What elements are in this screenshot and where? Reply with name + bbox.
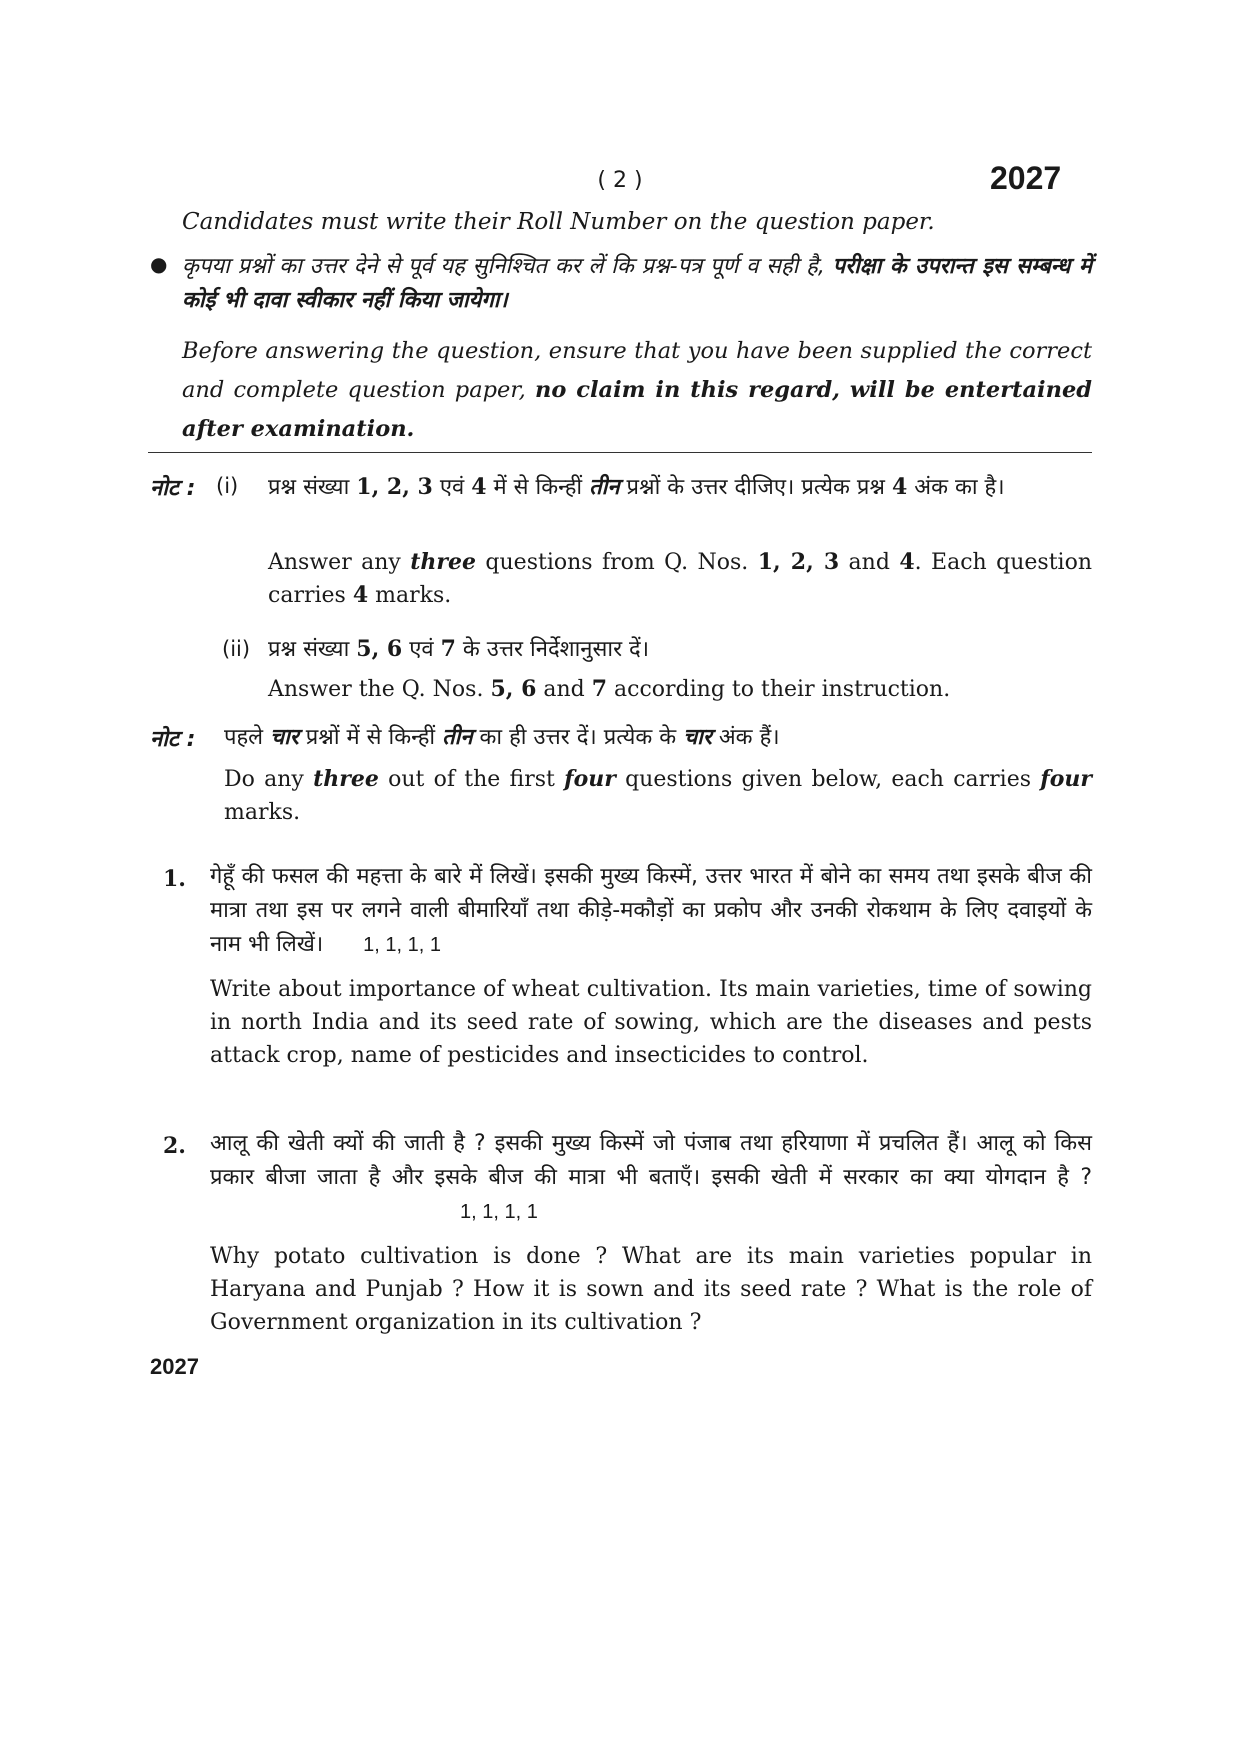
text-span: का ही उत्तर दें। प्रत्येक के xyxy=(472,725,684,750)
note-item-i-hi xyxy=(268,470,1092,505)
text-span: questions from Q. Nos. xyxy=(476,550,758,575)
question-numbers: 1, 2, 3 xyxy=(356,474,433,500)
question-2-marks: 1, 1, 1, 1 xyxy=(460,1201,538,1223)
note-item-ii-en xyxy=(268,673,1092,706)
text-span: प्रश्न संख्या xyxy=(268,637,357,662)
marks-count: 4 xyxy=(891,474,908,500)
emphasis-four: four xyxy=(1040,766,1092,792)
marks-count: 4 xyxy=(352,582,369,608)
text-span: के उत्तर निर्देशानुसार दें। xyxy=(455,637,650,662)
text-span: पहले xyxy=(224,725,271,750)
check-paper-en-text: Before answering the question, ensure that you have been supplied the correct and complete question paper, xyxy=(182,338,1092,403)
note-label-2: नोट : xyxy=(150,727,196,752)
text-span: out of the first xyxy=(378,767,565,792)
emphasis-three: three xyxy=(410,549,477,575)
bullet-icon: ● xyxy=(150,252,168,276)
text-span: एवं xyxy=(432,475,472,500)
note-item-ii-hi xyxy=(268,632,1092,667)
page-number: ( 2 ) xyxy=(597,168,643,193)
question-1-hi xyxy=(210,860,1092,962)
text-span: प्रश्नों के उत्तर दीजिए। प्रत्येक प्रश्न xyxy=(619,475,892,500)
emphasis-three: three xyxy=(313,766,379,792)
question-1-number: 1. xyxy=(163,866,186,892)
emphasis-three: तीन xyxy=(442,725,473,750)
text-span: questions given below, each carries xyxy=(615,767,1041,792)
text-span: एवं xyxy=(402,637,441,662)
check-paper-en-emphasis: no claim in this regard, will be entertained after examination. xyxy=(182,377,1092,442)
emphasis-four: four xyxy=(564,766,616,792)
text-span: प्रश्नों में से किन्हीं xyxy=(298,725,443,750)
text-span: . Each question carries xyxy=(268,550,1092,608)
emphasis-four: चार xyxy=(270,725,299,750)
text-span: marks. xyxy=(224,800,301,825)
question-2-hi xyxy=(210,1127,1092,1229)
question-2-en: Why potato cultivation is done ? What are its main varieties popular in Haryana and Punjab ? How it is sown and its seed rate ? What is the role of Government organization in its cultivation ? xyxy=(210,1244,1092,1335)
question-numbers: 5, 6 xyxy=(356,636,403,662)
text-span: marks. xyxy=(368,583,452,608)
text-span: according to their instruction. xyxy=(607,677,951,702)
note-item-ii-marker: (ii) xyxy=(222,637,251,661)
text-span: प्रश्न संख्या xyxy=(268,475,357,500)
question-1-hi-text: गेहूँ की फसल की महत्ता के बारे में लिखें। इसकी मुख्य किस्में, उत्तर भारत में बोने का समय तथा इसके बीज की मात्रा तथा इस पर लगने वाली बीमारियाँ तथा कीड़े-मकौड़ों का प्रकोप और उनकी रोकथाम के लिए दवाइयों के नाम भी लिखें। xyxy=(210,864,1092,957)
question-numbers: 5, 6 xyxy=(490,676,537,702)
text-span: Answer the Q. Nos. xyxy=(268,677,491,702)
paper-code-header: 2027 xyxy=(990,160,1062,196)
check-paper-hi-text: कृपया प्रश्नों का उत्तर देने से पूर्व यह सुनिश्चित कर लें कि प्रश्न-पत्र पूर्ण व सही है, xyxy=(182,254,833,279)
question-number: 4 xyxy=(471,474,487,500)
note-label-1: नोट : xyxy=(150,476,196,501)
question-number: 4 xyxy=(899,549,915,575)
text-span: and xyxy=(839,550,900,575)
emphasis-four: चार xyxy=(683,725,712,750)
question-number: 7 xyxy=(591,676,608,702)
note-item-i-en xyxy=(268,546,1092,612)
question-2-hi-text: आलू की खेती क्यों की जाती है ? इसकी मुख्य किस्में जो पंजाब तथा हरियाणा में प्रचलित हैं। आलू को किस प्रकार बीजा जाता है और इसके बीज की मात्रा भी बताएँ। इसकी खेती में सरकार का क्या योगदान है ? xyxy=(210,1131,1092,1190)
divider-line xyxy=(148,452,1092,453)
text-span: Do any xyxy=(224,767,314,792)
note2-hi xyxy=(224,721,1092,755)
text-span: में से किन्हीं xyxy=(486,475,590,500)
note-item-i-marker: (i) xyxy=(216,474,239,498)
text-span: अंक हैं। xyxy=(711,725,780,750)
question-2-number: 2. xyxy=(163,1133,186,1159)
check-paper-hi-emphasis: परीक्षा के उपरान्त इस सम्बन्ध में कोई भी दावा स्वीकार नहीं किया जायेगा। xyxy=(182,254,1092,313)
paper-code-footer: 2027 xyxy=(150,1354,199,1379)
text-span: and xyxy=(536,677,592,702)
question-1-marks: 1, 1, 1, 1 xyxy=(363,934,442,956)
emphasis-three: तीन xyxy=(589,475,620,500)
question-numbers: 1, 2, 3 xyxy=(757,549,840,575)
check-paper-instruction-hi xyxy=(182,250,1092,318)
text-span: अंक का है। xyxy=(907,475,1005,500)
roll-number-note: Candidates must write their Roll Number on the question paper. xyxy=(182,209,935,235)
text-span: Answer any xyxy=(268,550,411,575)
check-paper-instruction-en xyxy=(182,332,1092,449)
note2-en xyxy=(224,763,1092,829)
question-1-en: Write about importance of wheat cultivation. Its main varieties, time of sowing in north India and its seed rate of sowing, which are the diseases and pests attack crop, name of pesticides and insecticides to control. xyxy=(210,977,1092,1068)
question-number: 7 xyxy=(440,636,456,662)
